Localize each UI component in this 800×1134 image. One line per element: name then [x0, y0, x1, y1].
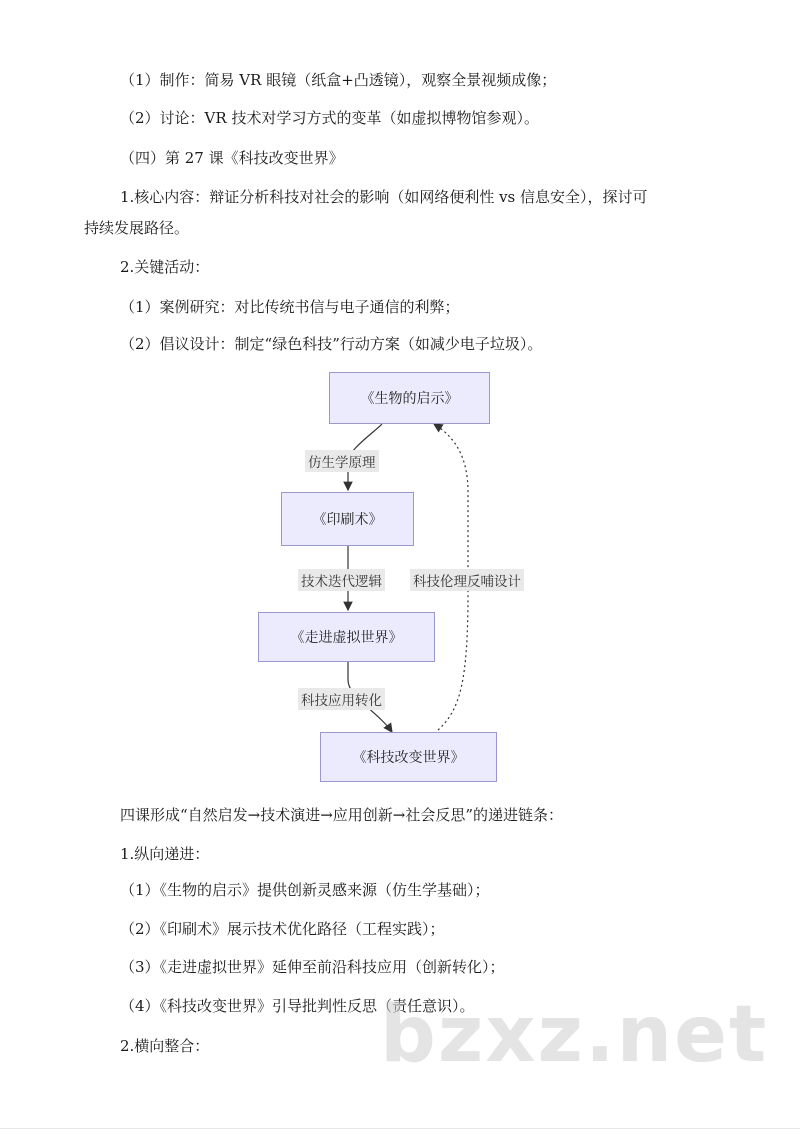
- para-line-8: （2）倡议设计：制定“绿色科技”行动方案（如减少电子垃圾）。: [120, 335, 543, 353]
- para-line-9: 四课形成“自然启发→技术演进→应用创新→社会反思”的递进链条：: [120, 806, 564, 824]
- edge-label-application: 科技应用转化: [298, 688, 385, 710]
- para-line-10: 1.纵向递进：: [120, 845, 210, 863]
- node-tech-changes-world: 《科技改变世界》: [320, 732, 497, 782]
- edge-label-iteration: 技术迭代逻辑: [298, 569, 385, 591]
- node-biology: 《生物的启示》: [329, 372, 490, 424]
- flow-diagram: [240, 362, 550, 792]
- edge-label-ethics: 科技伦理反哺设计: [410, 569, 524, 591]
- para-line-13: （3）《走进虚拟世界》延伸至前沿科技应用（创新转化）；: [120, 958, 505, 976]
- para-line-11: （1）《生物的启示》提供创新灵感来源（仿生学基础）；: [120, 881, 490, 899]
- para-line-15: 2.横向整合：: [120, 1037, 210, 1055]
- para-line-6: 2.关键活动：: [120, 258, 210, 276]
- node-virtual-world: 《走进虚拟世界》: [258, 612, 435, 662]
- para-line-4: 1.核心内容：辩证分析科技对社会的影响（如网络便利性 vs 信息安全），探讨可: [120, 188, 648, 206]
- para-line-1: （1）制作：简易 VR 眼镜（纸盒+凸透镜），观察全景视频成像；: [120, 71, 557, 89]
- edge-label-bionics: 仿生学原理: [305, 450, 379, 472]
- para-line-2: （2）讨论：VR 技术对学习方式的变革（如虚拟博物馆参观）。: [120, 109, 539, 127]
- section-heading: （四）第 27 课《科技改变世界》: [120, 149, 344, 167]
- node-printing: 《印刷术》: [281, 492, 414, 546]
- para-line-14: （4）《科技改变世界》引导批判性反思（责任意识）。: [120, 997, 475, 1015]
- page-bottom-edge: [0, 1128, 800, 1129]
- watermark: bzxz.net: [380, 990, 769, 1080]
- para-line-12: （2）《印刷术》展示技术优化路径（工程实践）；: [120, 920, 445, 938]
- para-line-7: （1）案例研究：对比传统书信与电子通信的利弊；: [120, 298, 460, 316]
- para-line-5: 持续发展路径。: [84, 219, 190, 237]
